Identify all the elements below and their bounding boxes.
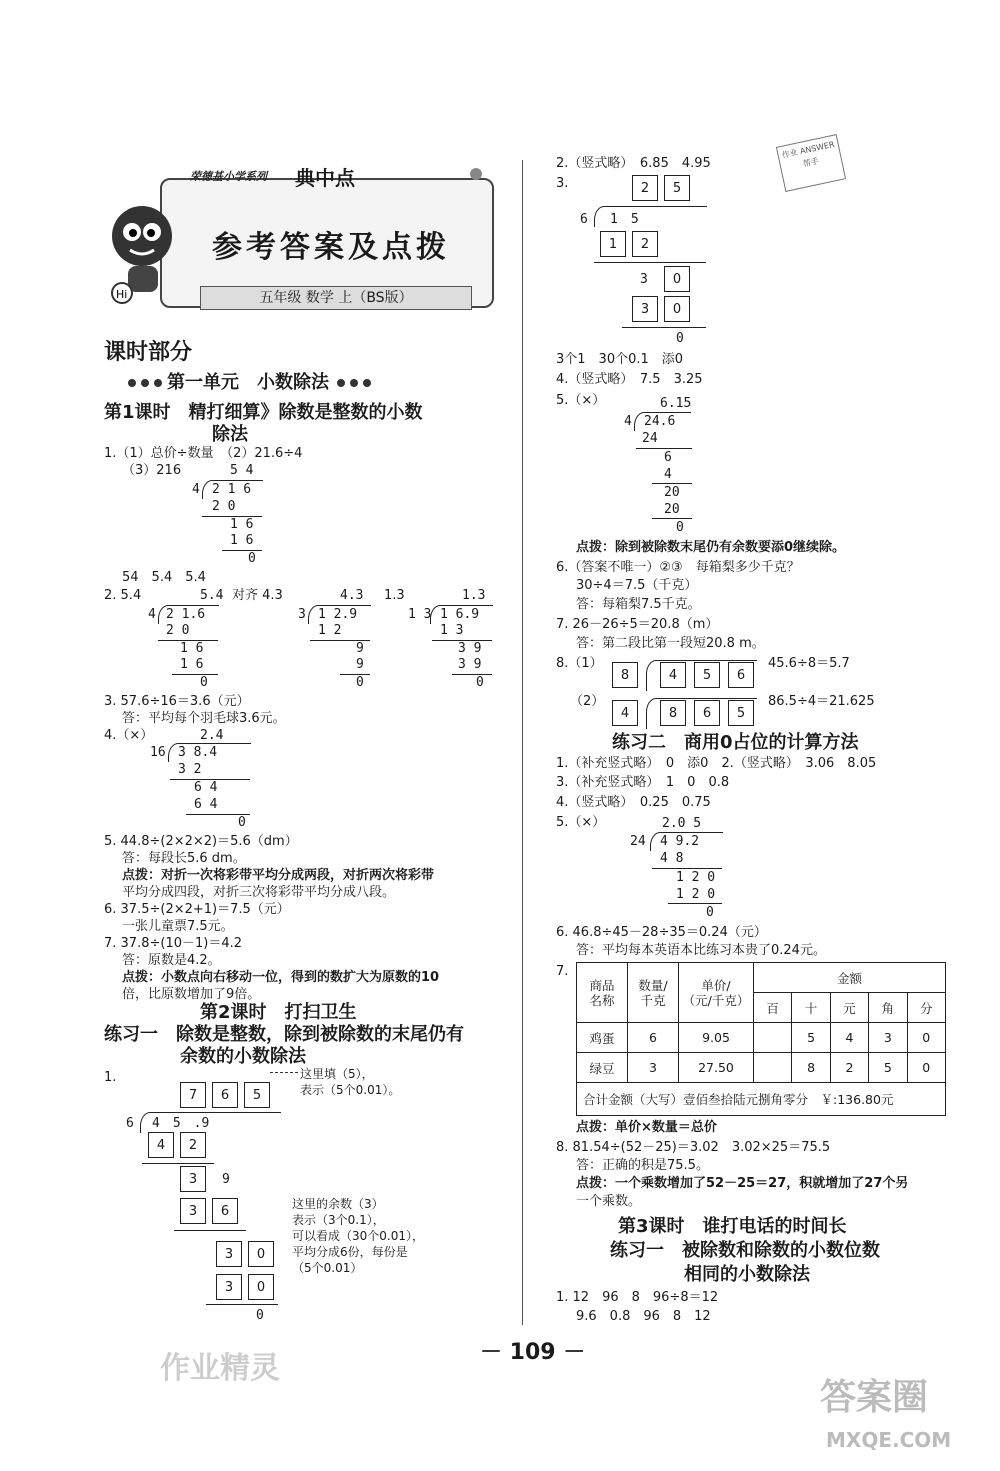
r-q7: 7. 26－26÷5＝20.8（m） [556,617,719,632]
r-q7-answer: 答：第二段比第一段短20.8 m。 [576,636,765,651]
table-row: 鸡蛋 6 9.05 5 4 3 0 [577,1023,946,1053]
p2-q6: 6. 46.8÷45－28÷35＝0.24（元） [556,925,767,940]
r-q4: 4.（竖式略） 7.5 3.25 [556,372,703,387]
q5-tip-2: 平均分成四段，对折三次将彩带平均分成八段。 [122,885,396,900]
p2-q8-answer: 答：正确的积是75.5。 [576,1158,709,1173]
p2-q7-tip: 点拨：单价×数量＝总价 [576,1120,717,1135]
r-q8-1: 8.（1） [556,656,603,671]
r-q8-2: （2） [570,694,605,709]
r-q5: 5.（×） [556,393,606,408]
grade-label: 五年级 数学 上（BS版） [200,286,472,310]
lesson3-title: 第3课时 谁打电话的时间长 [618,1216,847,1237]
watermark: 答案圈 MXQE.COM [820,1377,952,1452]
note-1: 这里填（5）， [300,1067,374,1081]
r-q8-eq2: 86.5÷4＝21.625 [768,694,875,709]
practice3-title-2: 相同的小数除法 [684,1264,810,1285]
q2-align: 对齐 4.3 [232,588,283,603]
p2-q6-answer: 答：平均每本英语本比练习本贵了0.24元。 [576,943,826,958]
q3-line: 3. 57.6÷16＝3.6（元） [104,694,250,709]
practice1-title: 练习一 除数是整数，除到被除数的末尾仍有 [104,1024,464,1045]
note-7: （5个0.01） [292,1261,363,1275]
lesson1-title: 第1课时 精打细算》除数是整数的小数 [104,402,423,423]
q1-line-b: （3）216 [122,463,182,478]
column-divider [522,160,523,1325]
svg-text:Hi: Hi [116,288,128,301]
note-3: 这里的余数（3） [292,1197,384,1211]
note-6: 平均分成6份，每份是 [292,1245,408,1259]
r-q5-tip: 点拨：除到被除数末尾仍有余数要添0继续除。 [576,540,846,555]
p2-q8-tip: 点拨：一个乘数增加了52－25＝27，积就增加了27个另 [576,1176,909,1191]
r-q6: 6.（答案不唯一）②③ 每箱梨多少千克？ [556,560,800,575]
q7-line: 7. 37.8÷(10－1)＝4.2 [104,936,243,951]
p2-q4: 4.（竖式略） 0.25 0.75 [556,795,711,810]
q5-line: 5. 44.8÷(2×2×2)＝5.6（dm） [104,834,298,849]
p2-q7: 7. [556,964,569,979]
q1-answers: 54 5.4 5.4 [122,570,206,585]
page-number: － 109 － [480,1340,586,1365]
q7-tip-2: 倍，比原数增加了9倍。 [122,987,261,1002]
watermark-left: 作业精灵 [160,1351,280,1386]
note-4: 表示（3个0.1）， [292,1213,385,1227]
corner-stamp: 作业 ANSWER 帮手 [776,134,846,192]
price-table: 商品 名称 数量/ 千克 单价/ （元/千克） 金额 百 十 元 角 分 鸡蛋 6 9.05 5 4 3 0 绿豆 3 27.50 8 2 5 0 合计金额（大写）壹佰叁拾陆元捌角零分 ￥:136.80元 [576,962,946,1116]
r-q3: 3. [556,176,569,191]
p2-q8-tip-2: 一个乘数。 [576,1194,642,1209]
q6-answer: 一张儿童票7.5元。 [122,919,234,934]
q5-tip: 点拨：对折一次将彩带平均分成两段，对折两次将彩带 [122,868,435,883]
p2-q1: 1.（补充竖式略） 0 添0 2.（竖式略） 3.06 8.05 [556,756,877,771]
header-banner [100,158,506,310]
series-label: 荣德基小学系列 [190,170,267,183]
q2-label: 2. 5.4 [104,588,142,603]
q7-answer: 答：原数是4.2。 [122,953,221,968]
p1-q1-label: 1. [104,1070,117,1085]
note-2: 表示（5个0.01）。 [300,1083,401,1097]
q3-answer: 答：平均每个羽毛球3.6元。 [122,711,286,726]
q4-line: 4.（×） [104,728,154,743]
r-q8-eq1: 45.6÷8＝5.7 [768,656,850,671]
p3-q1-b: 9.6 0.8 96 8 12 [576,1309,711,1324]
practice1-title-2: 余数的小数除法 [180,1046,306,1067]
q6-line: 6. 37.5÷(2×2+1)＝7.5（元） [104,902,290,917]
lesson1-title-2: 除法 [212,424,248,445]
pin-icon [470,168,482,180]
practice3-title: 练习一 被除数和除数的小数位数 [610,1240,880,1261]
practice2-title: 练习二 商用0占位的计算方法 [612,732,859,753]
p2-q8: 8. 81.54÷(52－25)＝3.02 3.02×25＝75.5 [556,1140,831,1155]
r-q6-calc: 30÷4＝7.5（千克） [576,578,698,593]
unit-title: 第一单元 小数除法 [128,372,376,394]
p2-q3: 3.（补充竖式略） 1 0 0.8 [556,775,730,790]
q5-answer: 答：每段长5.6 dm。 [122,851,246,866]
lesson2-title: 第2课时 打扫卫生 [200,1002,357,1023]
answer-title: 参考答案及点拨 [212,230,450,265]
p2-q5: 5.（×） [556,815,606,830]
table-row: 绿豆 3 27.50 8 2 5 0 [577,1053,946,1083]
r-q6-answer: 答：每箱梨7.5千克。 [576,597,701,612]
section-title: 课时部分 [104,340,193,365]
r-q3-answer: 3个1 30个0.1 添0 [556,352,684,367]
note-5: 可以看成（30个0.01）， [292,1229,424,1243]
brand-logo: 典中点 [295,166,355,190]
q7-tip: 点拨：小数点向右移动一位，得到的数扩大为原数的10 [122,970,440,985]
q1-line: 1.（1）总价÷数量 （2）21.6÷4 [104,446,303,461]
mascot-icon [100,198,190,308]
p3-q1: 1. 12 96 8 96÷8＝12 [556,1290,719,1305]
q2-third: 1.3 [384,588,405,603]
r-q2: 2.（竖式略） 6.85 4.95 [556,156,711,171]
